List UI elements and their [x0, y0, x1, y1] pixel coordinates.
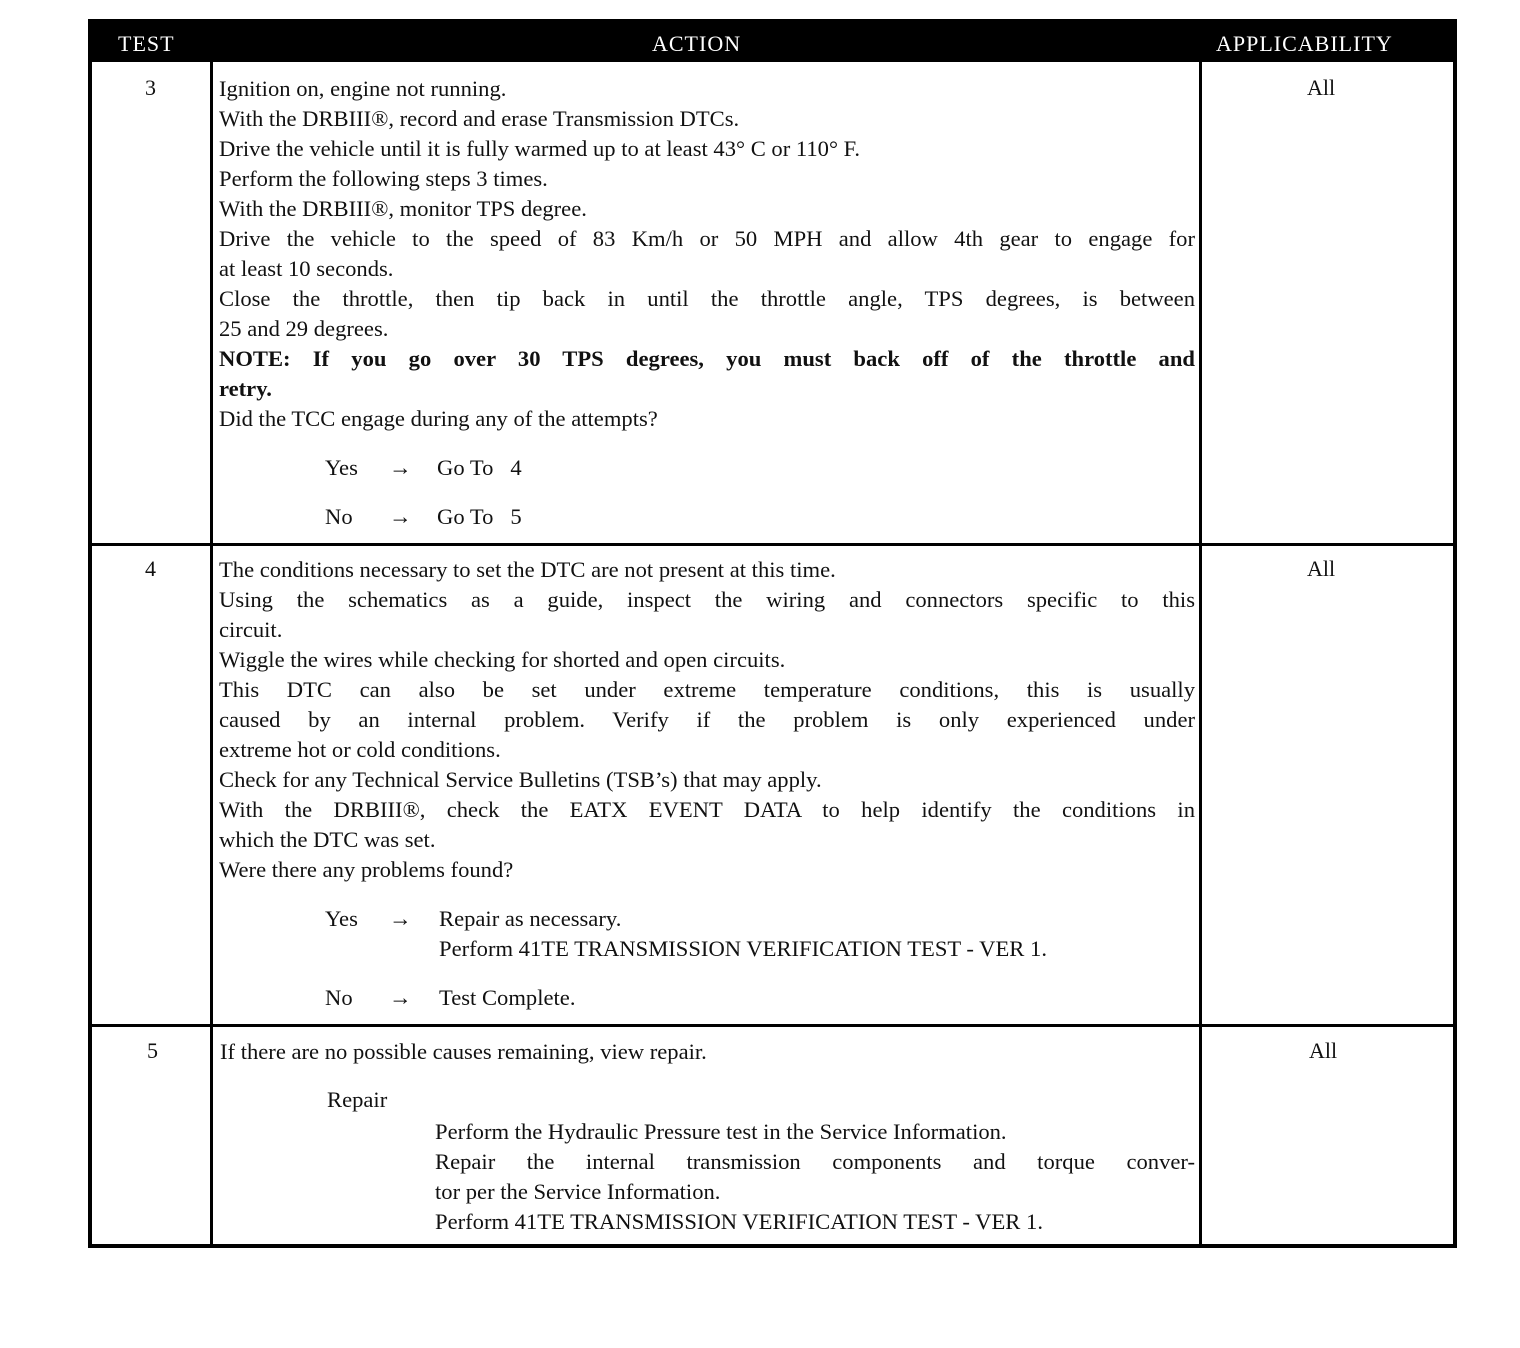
note-line: retry.	[219, 376, 272, 401]
action-line: Using the schematics as a guide, inspect the wiring and connectors specific to this	[219, 587, 1195, 612]
action-line: Wiggle the wires while checking for shorted and open circuits.	[219, 647, 786, 672]
action-text	[219, 555, 1195, 885]
action-line: Ignition on, engine not running.	[219, 76, 507, 101]
repair-label: Repair	[327, 1087, 388, 1112]
question-line: Did the TCC engage during any of the attempts?	[219, 406, 658, 431]
action-line: at least 10 seconds.	[219, 256, 394, 281]
branch-result: Go To 4	[437, 455, 522, 480]
action-text	[219, 74, 1195, 434]
arrow-icon: →	[389, 455, 412, 480]
repair-line: Repair the internal transmission components and torque conver-	[435, 1149, 1195, 1174]
applicability-value: All	[1307, 75, 1336, 100]
header-test: TEST	[118, 31, 175, 56]
branch-result: Repair as necessary.	[439, 906, 622, 931]
question-line: Were there any problems found?	[219, 857, 514, 882]
action-text	[220, 1037, 1196, 1067]
action-line: With the DRBIII®, check the EATX EVENT DATA to help identify the conditions in	[219, 797, 1195, 822]
action-line: caused by an internal problem. Verify if the problem is only experienced under	[219, 707, 1195, 732]
applicability-value: All	[1309, 1038, 1338, 1063]
action-line: With the DRBIII®, monitor TPS degree.	[219, 196, 587, 221]
test-number: 3	[145, 75, 156, 100]
action-line: Drive the vehicle until it is fully warmed up to at least 43° C or 110° F.	[219, 136, 861, 161]
action-line: 25 and 29 degrees.	[219, 316, 389, 341]
action-line: With the DRBIII®, record and erase Transmission DTCs.	[219, 106, 740, 131]
header-action: ACTION	[652, 31, 742, 56]
action-line: Drive the vehicle to the speed of 83 Km/h or 50 MPH and allow 4th gear to engage for	[219, 226, 1195, 251]
note-line: NOTE: If you go over 30 TPS degrees, you must back off of the throttle and	[219, 346, 1195, 371]
action-line: This DTC can also be set under extreme temperature conditions, this is usually	[219, 677, 1195, 702]
column-divider	[210, 62, 213, 1248]
arrow-icon: →	[389, 504, 412, 529]
repair-text	[435, 1117, 1195, 1237]
action-line: extreme hot or cold conditions.	[219, 737, 501, 762]
table-header	[92, 23, 1453, 62]
branch-answer: Yes	[325, 906, 358, 931]
arrow-icon: →	[389, 906, 412, 931]
branch-answer: No	[325, 985, 353, 1010]
branch-result-line2: Perform 41TE TRANSMISSION VERIFICATION TEST - VER 1.	[439, 936, 1047, 961]
test-number: 5	[147, 1038, 158, 1063]
arrow-icon: →	[389, 985, 412, 1010]
repair-line: Perform the Hydraulic Pressure test in the Service Information.	[435, 1119, 1007, 1144]
action-line: If there are no possible causes remaining, view repair.	[220, 1039, 707, 1064]
row-divider	[92, 1024, 1453, 1027]
action-line: circuit.	[219, 617, 283, 642]
repair-line: tor per the Service Information.	[435, 1179, 721, 1204]
action-line: Perform the following steps 3 times.	[219, 166, 548, 191]
repair-line: Perform 41TE TRANSMISSION VERIFICATION TEST - VER 1.	[435, 1209, 1043, 1234]
branch-answer: No	[325, 504, 353, 529]
branch-answer: Yes	[325, 455, 358, 480]
action-line: The conditions necessary to set the DTC are not present at this time.	[219, 557, 836, 582]
action-line: which the DTC was set.	[219, 827, 436, 852]
branch-result: Test Complete.	[439, 985, 576, 1010]
branch-result: Go To 5	[437, 504, 522, 529]
test-number: 4	[145, 556, 156, 581]
action-line: Check for any Technical Service Bulletins (TSB’s) that may apply.	[219, 767, 822, 792]
header-applicability: APPLICABILITY	[1216, 31, 1393, 56]
column-divider	[1199, 62, 1202, 1248]
diagnostic-test-table	[88, 19, 1457, 1248]
action-line: Close the throttle, then tip back in until the throttle angle, TPS degrees, is between	[219, 286, 1195, 311]
row-divider	[92, 543, 1453, 546]
applicability-value: All	[1307, 556, 1336, 581]
